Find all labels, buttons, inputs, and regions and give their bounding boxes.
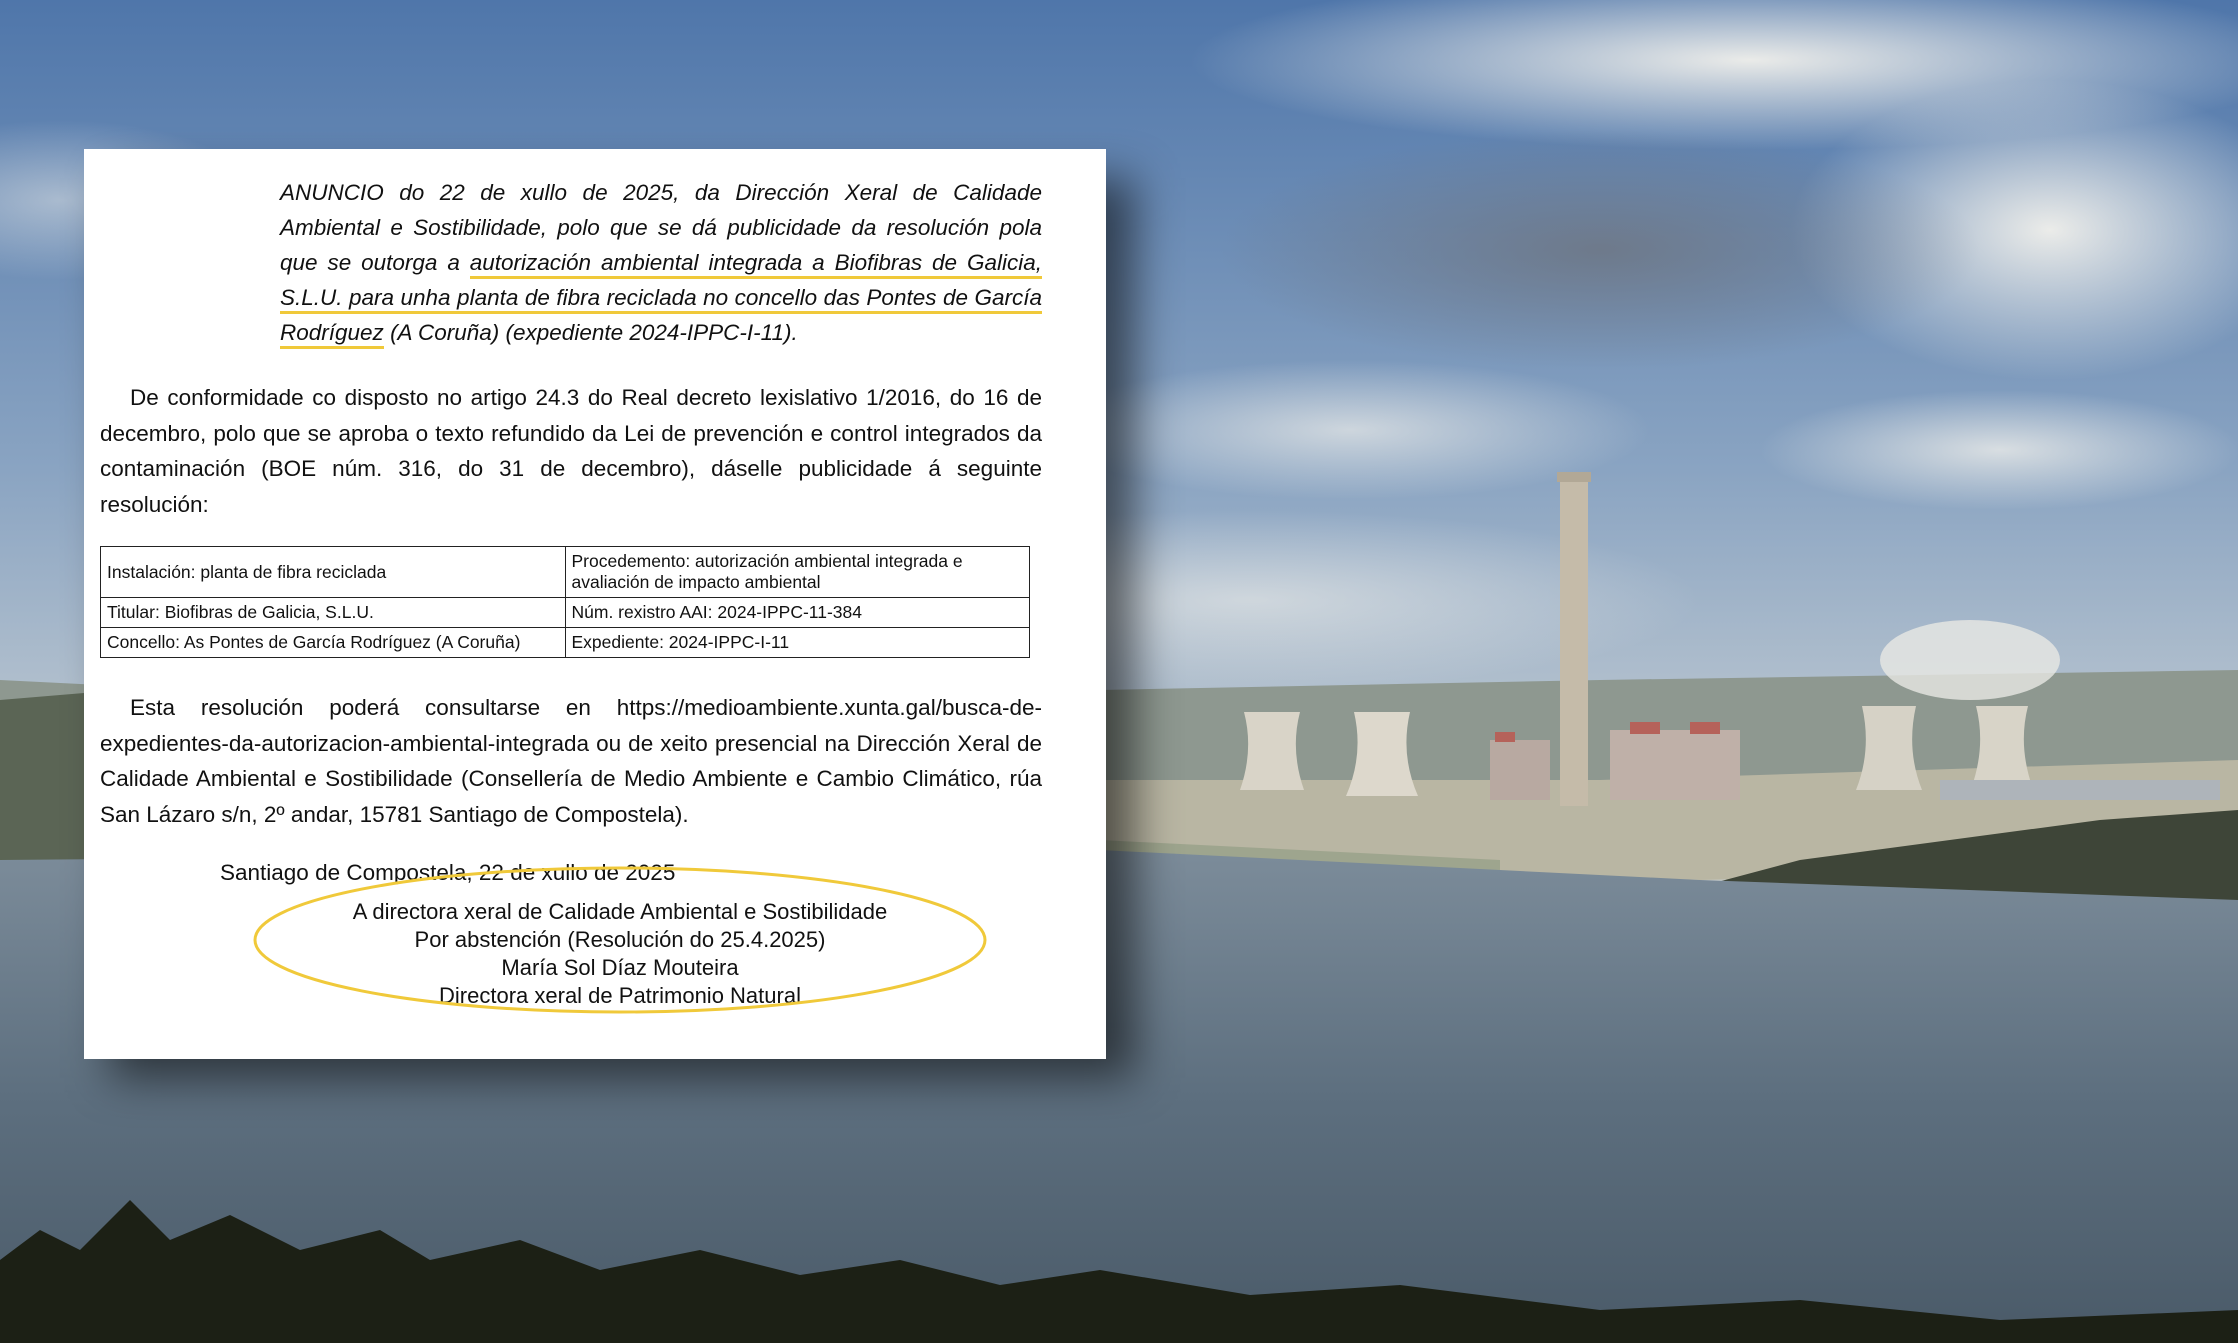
signature-block	[270, 898, 970, 1010]
table-cell: Instalación: planta de fibra reciclada	[101, 547, 566, 598]
signature-line-1: A directora xeral de Calidade Ambiental e Sostibilidade	[352, 899, 888, 924]
table-row	[101, 628, 1030, 658]
table-cell: Expediente: 2024-IPPC-I-11	[565, 628, 1030, 658]
chimney	[1560, 476, 1588, 806]
table-cell: Concello: As Pontes de García Rodríguez (A Coruña)	[101, 628, 566, 658]
table-cell: Núm. rexistro AAI: 2024-IPPC-11-384	[565, 598, 1030, 628]
cloud	[1760, 390, 2238, 510]
legal-basis-paragraph: De conformidade co disposto no artigo 24.3 do Real decreto lexislativo 1/2016, do 16 de decembro, polo que se aproba o texto refundido da Lei de prevención e control integrados da contaminación (BOE núm. 316, do 31 de decembro), dáselle publicidade á seguinte resolución:	[100, 385, 1042, 517]
table-row	[101, 598, 1030, 628]
consultation-paragraph: Esta resolución poderá consultarse en https://medioambiente.xunta.gal/busca-de-expedientes-da-autorizacion-ambiental-integrada ou de xeito presencial na Dirección Xeral de Calidade Ambiental e Sostibilidade (Consellería de Medio Ambiente e Cambio Climático, rúa San Lázaro s/n, 2º andar, 15781 Santiago de Compostela).	[100, 695, 1042, 827]
official-announcement-document	[84, 149, 1106, 1059]
heading-text-end: (A Coruña) (expediente 2024-IPPC-I-11).	[383, 320, 798, 345]
cooling-tower	[1972, 706, 2032, 786]
place-and-date: Santiago de Compostela, 22 de xullo de 2025	[220, 860, 676, 885]
table-row	[101, 547, 1030, 598]
cloud	[1220, 130, 1980, 370]
cooling-tower	[1856, 706, 1922, 790]
heading-text-start: ANUNCIO do 22 de xullo de 2025, da Dirección Xeral de Calidade Ambiental e Sostibilidade, polo que se dá publicidade da resolución pola que se outorga a	[280, 180, 1042, 275]
plant-building	[1940, 780, 2220, 800]
announcement-heading	[280, 175, 1042, 350]
heading-highlighted-text: autorización ambiental integrada a Biofibras de Galicia, S.L.U. para unha planta de fibra reciclada no concello das Pontes de García Rodríguez	[280, 250, 1042, 349]
table-cell: Titular: Biofibras de Galicia, S.L.U.	[101, 598, 566, 628]
signature-line-3: María Sol Díaz Mouteira	[501, 955, 739, 980]
cooling-tower	[1240, 712, 1304, 790]
plant-building	[1610, 730, 1740, 800]
signature-line-4: Directora xeral de Patrimonio Natural	[439, 983, 801, 1008]
plant-building	[1490, 740, 1550, 800]
resolution-info-table	[100, 546, 1030, 658]
signature-line-2: Por abstención (Resolución do 25.4.2025)	[414, 927, 826, 952]
table-cell: Procedemento: autorización ambiental integrada e avaliación de impacto ambiental	[565, 547, 1030, 598]
